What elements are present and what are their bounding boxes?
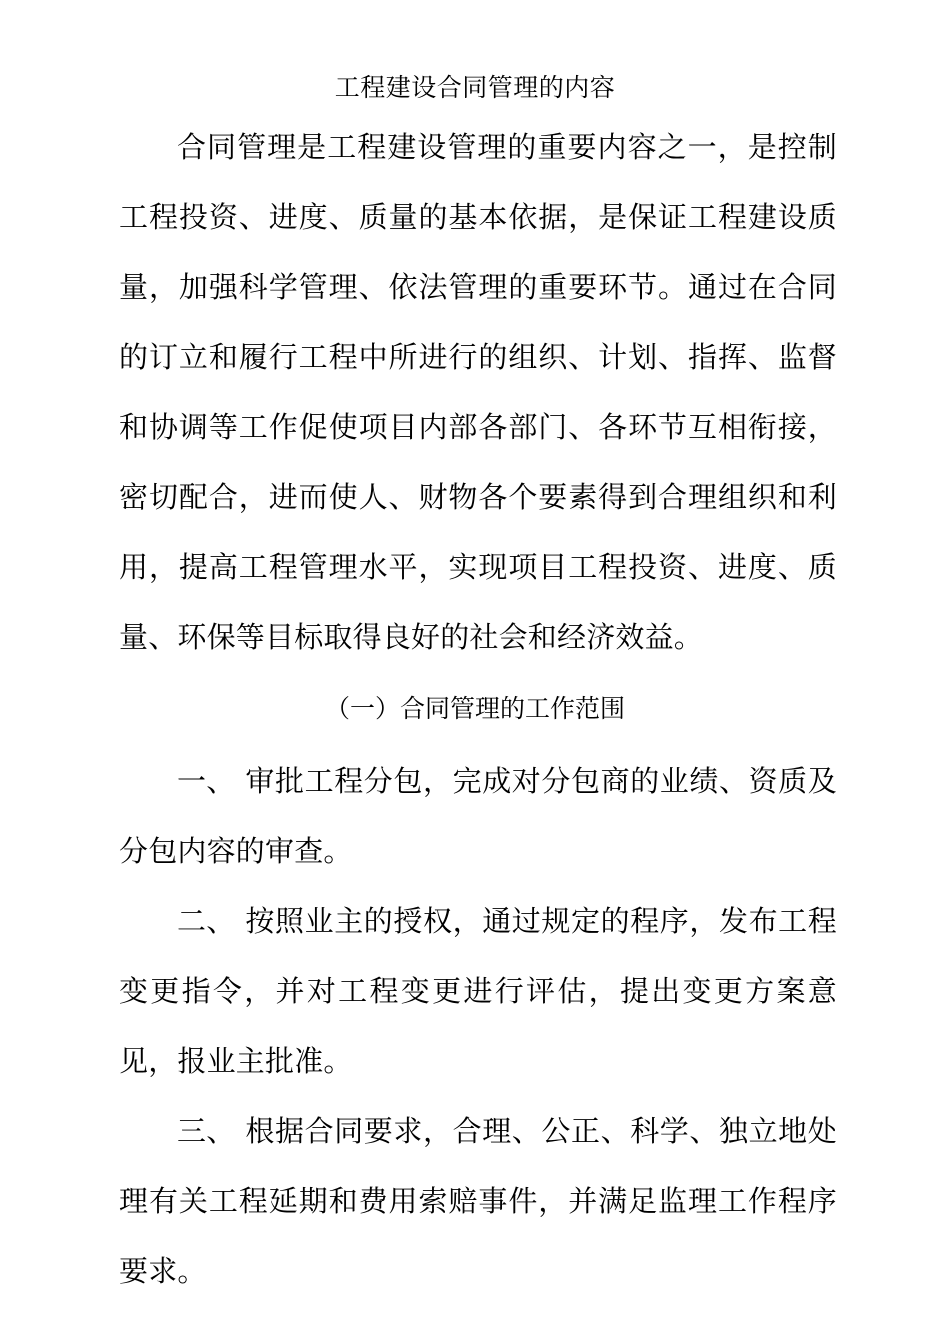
list-item	[119, 746, 837, 886]
scope-list-item-1	[119, 746, 837, 886]
list-item-marker: 三、	[177, 1114, 236, 1148]
list-item	[119, 886, 837, 1096]
scope-list-item-2	[119, 886, 837, 1096]
list-item-text: 按照业主的授权，通过规定的程序，发布工程变更指令，并对工程变更进行评估，提出变更方案意见，报业主批准。	[119, 904, 837, 1078]
section-heading: （一）合同管理的工作范围	[324, 694, 625, 723]
intro-section	[119, 112, 837, 672]
list-item-text: 审批工程分包，完成对分包商的业绩、资质及分包内容的审查。	[119, 764, 837, 868]
list-item-marker: 二、	[177, 904, 236, 938]
scope-list-item-3	[119, 1096, 837, 1306]
document-title: 工程建设合同管理的内容	[334, 73, 616, 102]
list-item-text: 根据合同要求，合理、公正、科学、独立地处理有关工程延期和费用索赔事件，并满足监理工作程序要求。	[119, 1114, 837, 1288]
list-item	[119, 1096, 837, 1306]
list-item-marker: 一、	[177, 764, 236, 798]
intro-paragraph: 合同管理是工程建设管理的重要内容之一，是控制工程投资、进度、质量的基本依据，是保证工程建设质量，加强科学管理、依法管理的重要环节。通过在合同的订立和履行工程中所进行的组织、计划、指挥、监督和协调等工作促使项目内部各部门、各环节互相衔接，密切配合，进而使人、财物各个要素得到合理组织和利用，提高工程管理水平，实现项目工程投资、进度、质量、环保等目标取得良好的社会和经济效益。	[119, 130, 837, 654]
